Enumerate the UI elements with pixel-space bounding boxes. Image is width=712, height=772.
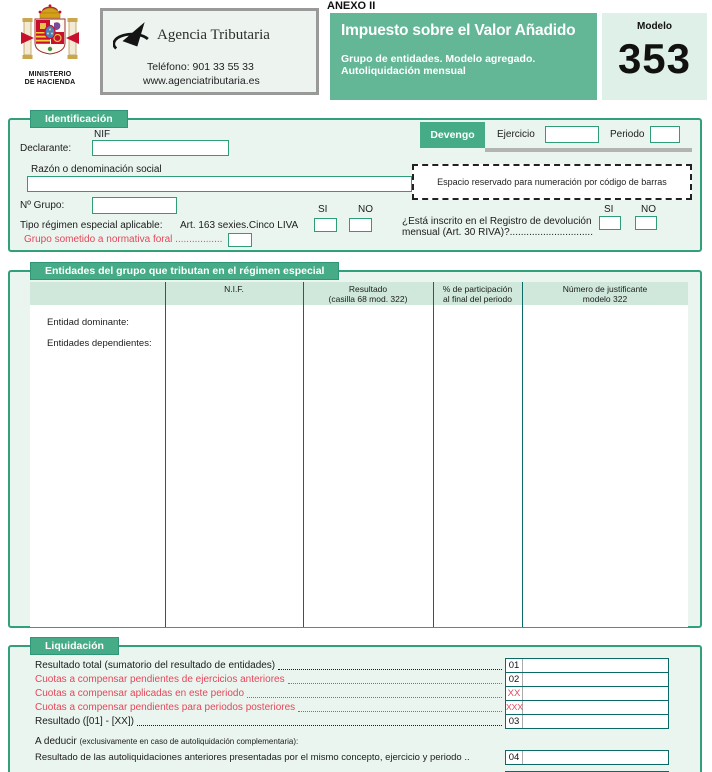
dot-leader bbox=[278, 669, 502, 670]
numero-grupo-label: Nº Grupo: bbox=[20, 200, 65, 211]
nif-input[interactable] bbox=[92, 140, 229, 156]
si-label-regimen: SI bbox=[318, 204, 328, 215]
liquidacion-row-04 bbox=[35, 750, 669, 765]
entidades-section-title: Entidades del grupo que tributan en el régimen especial bbox=[30, 262, 339, 280]
row-label-entidades-dependientes: Entidades dependientes: bbox=[47, 338, 152, 349]
row-label-entidad-dominante: Entidad dominante: bbox=[47, 317, 129, 328]
liq-code: XXX bbox=[506, 702, 524, 712]
dot-leader bbox=[288, 683, 502, 684]
liq-amount-input-04[interactable] bbox=[523, 751, 668, 764]
table-column-divider bbox=[303, 282, 304, 627]
regimen-articulo-label: Art. 163 sexies.Cinco LIVA bbox=[180, 220, 299, 231]
liq-box-xxx bbox=[505, 700, 669, 715]
form-subtitle-line2: Autoliquidación mensual bbox=[341, 65, 466, 77]
liq-box-04 bbox=[505, 750, 669, 765]
periodo-input[interactable] bbox=[650, 126, 680, 143]
liq-amount-input-03[interactable] bbox=[523, 715, 668, 728]
liq-code: XX bbox=[506, 687, 523, 700]
registro-devolucion-line1: ¿Está inscrito en el Registro de devolución bbox=[402, 216, 592, 227]
liquidacion-row-01 bbox=[35, 658, 669, 673]
coat-of-arms bbox=[6, 4, 94, 87]
column-header-nif: N.I.F. bbox=[224, 284, 244, 294]
devengo-divider bbox=[485, 148, 692, 152]
liq-row-label: Resultado ([01] - [XX]) bbox=[35, 716, 134, 727]
barcode-reserved-space bbox=[412, 164, 692, 200]
agencia-tributaria-box bbox=[100, 8, 319, 95]
liq-code: 04 bbox=[506, 751, 523, 764]
liq-code: 03 bbox=[506, 715, 523, 728]
liq-box-02 bbox=[505, 672, 669, 687]
dot-leader bbox=[137, 725, 502, 726]
column-header-empty bbox=[30, 282, 165, 305]
liq-code: 01 bbox=[506, 659, 523, 672]
liq-row-label: Resultado total (sumatorio del resultado de entidades) bbox=[35, 660, 276, 671]
liq-amount-input-xxx[interactable] bbox=[523, 701, 668, 714]
registro-no-checkbox[interactable] bbox=[635, 216, 657, 230]
liquidacion-section bbox=[8, 640, 702, 772]
column-header-resultado: Resultado (casilla 68 mod. 322) bbox=[328, 284, 408, 304]
modelo-label: Modelo bbox=[637, 21, 672, 32]
dot-leader bbox=[247, 697, 502, 698]
nif-label: NIF bbox=[94, 129, 111, 140]
liquidacion-row-xx bbox=[35, 686, 669, 701]
registro-devolucion-line2: mensual (Art. 30 RIVA)?.............................. bbox=[402, 227, 593, 238]
liquidacion-row-xxx bbox=[35, 700, 669, 715]
periodo-label: Periodo bbox=[610, 129, 645, 140]
numero-grupo-input[interactable] bbox=[92, 197, 177, 214]
regimen-si-checkbox[interactable] bbox=[314, 218, 337, 232]
entidades-table bbox=[30, 282, 688, 627]
registro-si-checkbox[interactable] bbox=[599, 216, 621, 230]
liq-amount-input-xx[interactable] bbox=[523, 687, 668, 700]
razon-social-input[interactable] bbox=[27, 176, 412, 192]
entidades-section bbox=[8, 265, 702, 628]
anexo-label: ANEXO II bbox=[327, 0, 376, 12]
agency-phone: Teléfono: 901 33 55 33 bbox=[147, 61, 254, 73]
aeat-logo-icon bbox=[113, 19, 151, 57]
a-deducir-label: A deducir bbox=[35, 736, 80, 747]
form-title: Impuesto sobre el Valor Añadido bbox=[341, 22, 576, 39]
si-label-registro: SI bbox=[604, 204, 614, 215]
liq-code: 02 bbox=[506, 673, 523, 686]
column-header-participacion: % de participación al final del periodo bbox=[442, 284, 513, 304]
liq-row-label: Cuotas a compensar pendientes de ejercicios anteriores bbox=[35, 674, 285, 685]
razon-social-label: Razón o denominación social bbox=[31, 164, 162, 175]
regimen-especial-label: Tipo régimen especial aplicable: bbox=[20, 220, 163, 231]
table-column-divider bbox=[433, 282, 434, 627]
agency-website[interactable]: www.agenciatributaria.es bbox=[143, 75, 260, 87]
agency-name: Agencia Tributaria bbox=[157, 27, 270, 43]
a-deducir-line bbox=[35, 736, 298, 747]
declarante-label: Declarante: bbox=[20, 143, 72, 154]
no-label-regimen: NO bbox=[358, 204, 373, 215]
ejercicio-input[interactable] bbox=[545, 126, 599, 143]
normativa-foral-label: Grupo sometido a normativa foral ................. bbox=[24, 234, 223, 245]
liq-row-label: Resultado de las autoliquidaciones anteriores presentadas por el mismo concepto, ejercicio y periodo .. bbox=[35, 752, 470, 763]
form-subtitle-line1: Grupo de entidades. Modelo agregado. bbox=[341, 53, 536, 65]
a-deducir-note: (exclusivamente en caso de autoliquidación complementaria): bbox=[79, 737, 299, 746]
liquidacion-section-title: Liquidación bbox=[30, 637, 119, 655]
liq-box-03 bbox=[505, 714, 669, 729]
liquidacion-row-03 bbox=[35, 714, 669, 729]
ejercicio-label: Ejercicio bbox=[497, 129, 535, 140]
no-label-registro: NO bbox=[641, 204, 656, 215]
ministry-name-line1: MINISTERIO bbox=[28, 71, 72, 78]
identificacion-section bbox=[8, 113, 702, 252]
liq-row-label: Cuotas a compensar pendientes para periodos posteriores bbox=[35, 702, 296, 713]
identificacion-section-title: Identificación bbox=[30, 110, 128, 128]
liq-row-label: Cuotas a compensar aplicadas en este periodo bbox=[35, 688, 245, 699]
table-column-divider bbox=[522, 282, 523, 627]
liq-box-01 bbox=[505, 658, 669, 673]
liq-box-xx bbox=[505, 686, 669, 701]
normativa-foral-checkbox[interactable] bbox=[228, 233, 252, 247]
table-column-divider bbox=[165, 282, 166, 627]
dot-leader bbox=[298, 711, 502, 712]
form-title-banner bbox=[330, 13, 597, 100]
barcode-text: Espacio reservado para numeración por código de barras bbox=[437, 177, 667, 187]
ministry-name-line2: DE HACIENDA bbox=[24, 79, 76, 86]
entidades-table-header bbox=[30, 282, 688, 305]
column-header-justificante: Número de justificante modelo 322 bbox=[562, 284, 648, 304]
liquidacion-row-02 bbox=[35, 672, 669, 687]
modelo-box bbox=[602, 13, 707, 100]
liq-amount-input-01[interactable] bbox=[523, 659, 668, 672]
spain-coat-of-arms-icon bbox=[21, 4, 79, 66]
liq-amount-input-02[interactable] bbox=[523, 673, 668, 686]
modelo-number: 353 bbox=[617, 35, 692, 82]
regimen-no-checkbox[interactable] bbox=[349, 218, 372, 232]
devengo-tab: Devengo bbox=[420, 122, 485, 148]
